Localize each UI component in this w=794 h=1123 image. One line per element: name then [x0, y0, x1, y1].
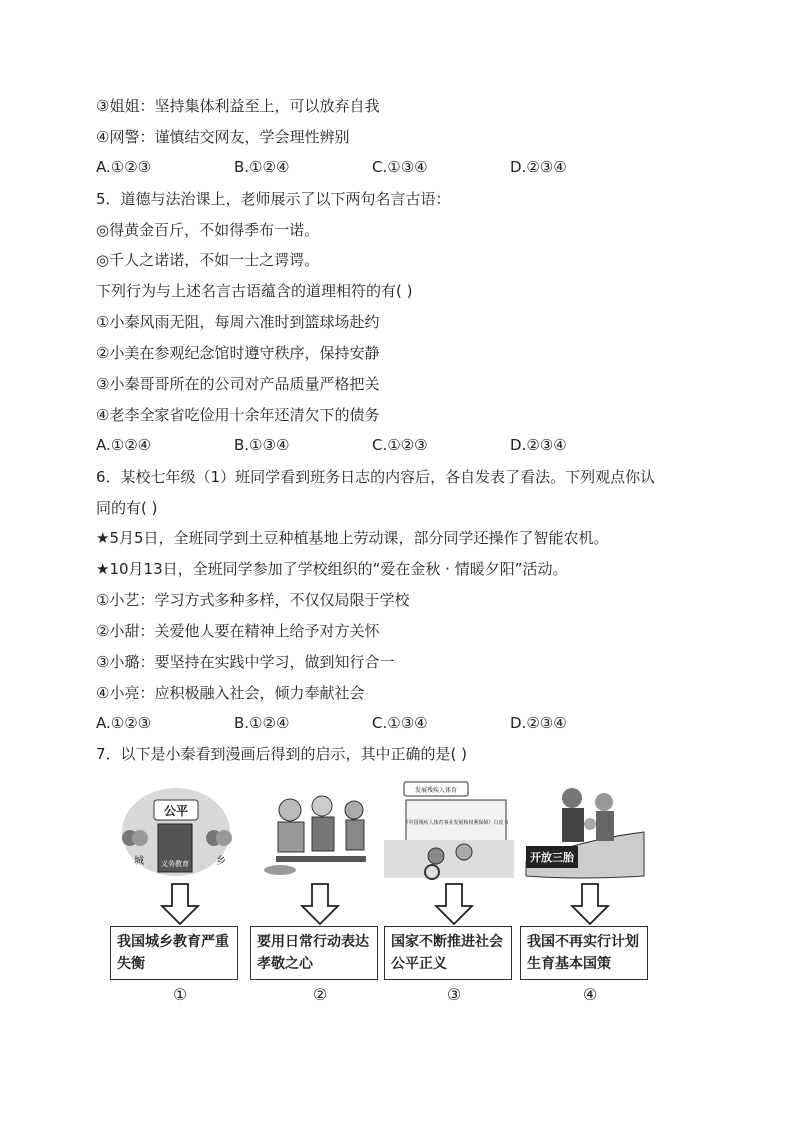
inference-box-4: 我国不再实行计划生育基本国策 — [520, 926, 648, 980]
q5-quote-2: ◎千人之诺诺，不如一士之谔谔。 — [96, 251, 320, 269]
q5-option-d: D.②③④ — [510, 436, 567, 454]
pic-label-book: 义务教育 — [161, 860, 189, 868]
q5-item-3: ③小秦哥哥所在的公司对产品质量严格把关 — [96, 375, 380, 393]
q6-stem-line-2: 同的有( ) — [96, 499, 158, 517]
cartoon-disability-sports — [384, 780, 524, 880]
q5-item-2: ②小美在参观纪念馆时遵守秩序，保持安静 — [96, 344, 380, 362]
q6-stem-line-1: 6．某校七年级（1）班同学看到班务日志的内容后，各自发表了看法。下列观点你认 — [96, 468, 656, 486]
q5-option-c: C.①②③ — [372, 436, 428, 454]
inference-box-3: 国家不断推进社会公平正义 — [384, 926, 512, 980]
q6-option-b: B.①②④ — [234, 714, 290, 732]
cartoon-panel-2 — [250, 780, 390, 1004]
q4-item-3: ③姐姐：坚持集体利益至上，可以放弃自我 — [96, 97, 380, 115]
q5-item-1: ①小秦风雨无阻，每周六准时到篮球场赴约 — [96, 313, 380, 331]
pic-label-whitepaper: 《中国残疾人体育事业发展和权利保障》白皮书 — [403, 820, 509, 826]
q6-options — [96, 714, 716, 734]
q4-option-a: A.①②③ — [96, 158, 152, 176]
cartoon-three-child-policy — [520, 780, 660, 880]
q6-item-1: ①小艺：学习方式多种多样，不仅仅局限于学校 — [96, 591, 410, 609]
q6-item-3: ③小璐：要坚持在实践中学习，做到知行合一 — [96, 653, 395, 671]
down-arrow-icon — [300, 882, 340, 926]
q4-option-c: C.①③④ — [372, 158, 428, 176]
pic-label-fair: 公平 — [163, 804, 189, 818]
q5-option-a: A.①②④ — [96, 436, 152, 454]
q5-options — [96, 436, 716, 456]
cartoon-filial-piety — [250, 780, 390, 880]
cartoon-panel-4 — [520, 780, 660, 1004]
panel-number-1: ① — [172, 985, 188, 1004]
down-arrow-icon — [160, 882, 200, 926]
pic-label-banner: 发展残疾人体育 — [414, 787, 458, 794]
cartoon-panel-1 — [110, 780, 250, 1004]
q6-option-c: C.①③④ — [372, 714, 428, 732]
q7-stem: 7．以下是小秦看到漫画后得到的启示，其中正确的是( ) — [96, 745, 468, 763]
panel-number-4: ④ — [582, 985, 598, 1004]
cartoon-panel-3 — [384, 780, 524, 1004]
inference-box-2: 要用日常行动表达孝敬之心 — [250, 926, 378, 980]
q5-stem: 5．道德与法治课上，老师展示了以下两句名言古语： — [96, 190, 451, 208]
q4-option-b: B.①②④ — [234, 158, 290, 176]
q6-option-a: A.①②③ — [96, 714, 152, 732]
q6-note-1: ★5月5日，全班同学到土豆种植基地上劳动课，部分同学还操作了智能农机。 — [96, 529, 609, 547]
down-arrow-icon — [570, 882, 610, 926]
q5-quote-1: ◎得黄金百斤，不如得季布一诺。 — [96, 221, 320, 239]
q4-item-4: ④网警：谨慎结交网友，学会理性辨别 — [96, 128, 350, 146]
q5-option-b: B.①③④ — [234, 436, 290, 454]
q6-option-d: D.②③④ — [510, 714, 567, 732]
pic-label-city: 城 — [134, 856, 144, 867]
q6-note-2: ★10月13日，全班同学参加了学校组织的“爱在金秋 · 情暖夕阳”活动。 — [96, 560, 568, 578]
q5-question: 下列行为与上述名言古语蕴含的道理相符的有( ) — [96, 282, 413, 300]
panel-number-3: ③ — [446, 985, 462, 1004]
cartoon-education-fairness — [110, 780, 250, 880]
inference-box-1: 我国城乡教育严重失衡 — [110, 926, 238, 980]
panel-number-2: ② — [312, 985, 328, 1004]
q6-item-4: ④小亮：应积极融入社会，倾力奉献社会 — [96, 684, 365, 702]
down-arrow-icon — [434, 882, 474, 926]
q4-options — [96, 158, 716, 178]
q6-item-2: ②小甜：关爱他人要在精神上给予对方关怀 — [96, 622, 380, 640]
q4-option-d: D.②③④ — [510, 158, 567, 176]
pic-label-sign: 开放三胎 — [530, 851, 574, 864]
q5-item-4: ④老李全家省吃俭用十余年还清欠下的债务 — [96, 406, 380, 424]
pic-label-rural: 乡 — [216, 856, 226, 867]
